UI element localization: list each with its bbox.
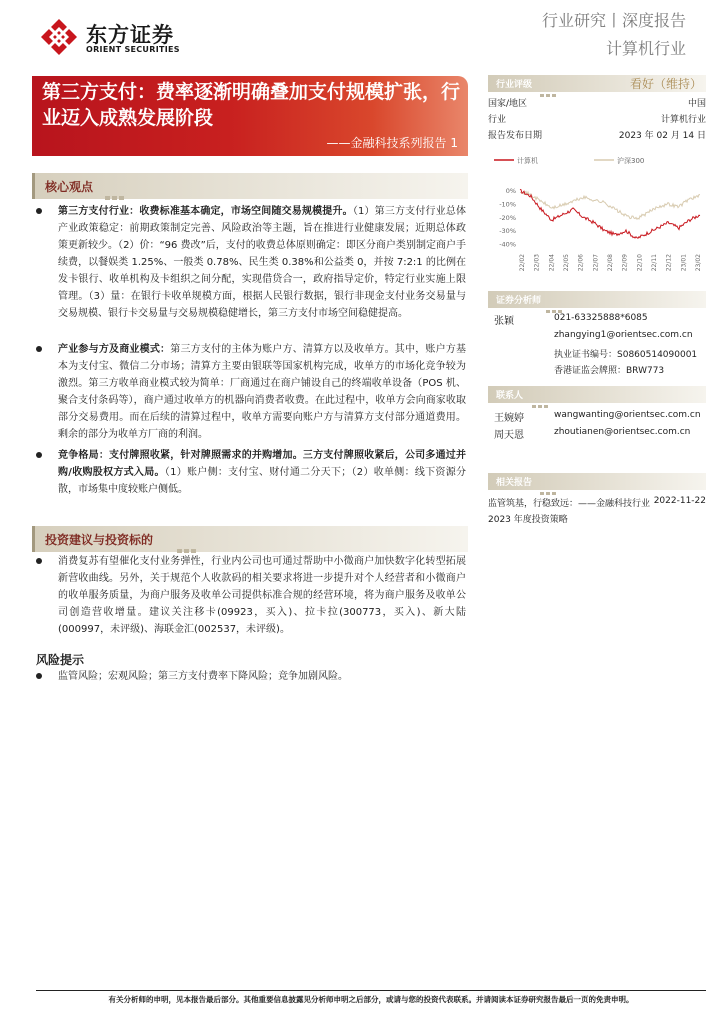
company-logo [40, 18, 200, 58]
x-tick-label: 22/12 [665, 254, 673, 272]
footer-disclaimer: 有关分析师的申明，见本报告最后部分。其他重要信息披露见分析师申明之后部分，或请与您的投资代表联系。并请阅读本证券研究报告最后一页的免责申明。 [108, 995, 634, 1004]
x-tick-label: 23/02 [695, 254, 702, 272]
x-tick-label: 22/09 [621, 254, 629, 272]
legend-label-hs300: 沪深300 [617, 157, 645, 165]
analyst-header [488, 291, 706, 308]
core-p3-lead: 竞争格局：支付牌照收紧，针对牌照需求的并购增加。三方支付牌照收紧后，公司多通过并购/收购股权方式入局。 [58, 450, 466, 478]
info-key: 行业 [488, 115, 507, 125]
contact-name-1: 王婉婷 [494, 413, 524, 424]
core-p1-lead: 第三方支付行业：收费标准基本确定，市场空间随交易规模提升。 [58, 206, 353, 217]
section-invest-title: 投资建议与投资标的 [45, 533, 154, 547]
x-tick-label: 22/07 [592, 254, 600, 272]
section-dots-icon [532, 393, 552, 396]
x-tick-label: 22/03 [533, 254, 541, 272]
section-dots-icon [540, 480, 560, 483]
title-banner [32, 76, 468, 156]
y-tick-label: -10% [499, 200, 516, 209]
core-p2-lead: 产业参与方及商业模式： [58, 344, 171, 355]
bullet-icon [36, 346, 42, 352]
industry-name: 计算机行业 [605, 39, 686, 58]
rating-header [488, 75, 706, 92]
contact-email-2[interactable]: zhoutianen@orientsec.com.cn [554, 427, 691, 437]
analyst-label: 证券分析师 [496, 296, 542, 306]
y-tick-label: -20% [499, 213, 516, 222]
logo-text-en: ORIENT SECURITIES [86, 45, 180, 54]
core-p1-body: （1）第三方支付行业总体产业政策稳定：前期政策制定完善、风险政治等主题，旨在推进行业健康发展；近期总体政策更新较少。（2）价：“96 费改”后，支付的收费总体原则确定：即区分商户类别制定商户手续费，以餐娱类 1.25%、一般类 0.78%、民生类 0.38%和公益类 0，并按 7:2:1 的比例在发卡银行、收单机构及卡组织之间分配，实现借贷合一，政府指导定价，特定行业实施上限管理。（3）量：在银行卡收单规模方面，根据人民银行数据，银行非现金支付业务交易量与交易规模、银行卡交易量与交易规模稳健增长，第三方支付市场空间稳健提高。 [58, 206, 466, 319]
info-row-date [488, 126, 706, 142]
contact-label: 联系人 [496, 391, 524, 401]
core-p3-body: （1）账户侧：支付宝、财付通二分天下；（2）收单侧：线下资源分散，市场集中度较账户侧低。 [58, 467, 467, 495]
section-dots-icon [540, 82, 560, 85]
x-tick-label: 22/11 [651, 254, 658, 272]
x-tick-label: 22/02 [519, 254, 526, 272]
contact-header [488, 386, 706, 403]
core-p2-body: 第三方支付的主体为账户方、清算方以及收单方。其中，账户方基本为支付宝、微信二分市场；清算方主要由银联等国家机构完成，收单方的市场化竞争较为激烈。第三方收单商业模式较为简单：厂商通过在商户铺设自己的终端收单设备（POS 机、聚合支付条码等），商户通过收单方的机器向消费者收费。在此过程中，收单方会向商家收取部分交易费用。而在后续的清算过程中，收单方需要向账户方与清算方支付部分通道费用。剩余的部分为收单方厂商的利润。 [58, 344, 467, 440]
analyst-name: 张颖 [494, 316, 514, 327]
x-tick-label: 22/05 [563, 254, 570, 272]
y-tick-label: -30% [499, 227, 516, 236]
analyst-cert: 执业证书编号：S0860514090001 [554, 350, 698, 360]
x-tick-label: 22/04 [548, 254, 556, 272]
section-dots-icon [546, 298, 566, 301]
info-row-region [488, 94, 706, 110]
series-line-computer [520, 189, 700, 238]
info-key: 国家/地区 [488, 99, 528, 109]
contact-name-2: 周天恩 [494, 430, 524, 441]
header-right [542, 10, 686, 60]
contact-email-1[interactable]: wangwanting@orientsec.com.cn [554, 410, 701, 420]
y-tick-label: 0% [505, 187, 516, 196]
analyst-phone: 021-63325888*6085 [554, 313, 648, 323]
legend-label-computer: 计算机 [517, 157, 538, 165]
x-tick-label: 22/08 [607, 254, 614, 272]
x-tick-label: 23/01 [680, 254, 688, 272]
related-label: 相关报告 [496, 478, 533, 488]
info-value: 2023 年 02 月 14 日 [618, 131, 706, 141]
footer-divider [36, 990, 706, 991]
core-paragraph-2 [36, 341, 466, 443]
risk-body: 监管风险；宏观风险；第三方支付费率下降风险；竞争加剧风险。 [58, 671, 348, 682]
info-row-industry [488, 110, 706, 126]
y-tick-label: -40% [499, 240, 516, 249]
performance-chart [484, 152, 706, 278]
info-key: 报告发布日期 [488, 131, 543, 141]
info-value: 计算机行业 [660, 115, 706, 125]
rating-value: 看好（维持） [629, 77, 702, 91]
section-core-title: 核心观点 [45, 180, 94, 194]
invest-body: 消费复苏有望催化支付业务弹性，行业内公司也可通过帮助中小微商户加快数字化转型拓展新营收曲线。另外，关于规范个人收款码的相关要求将进一步提升对个人经营者和小微商户的收单服务质量，为商户服务及收单公司提供标准合规的经营环境，将为商户服务及收单公司创造营收增量。建议关注移卡(09923，买入)、拉卡拉(300773，买入)、新大陆(000997，未评级)、海联金汇(002537，未评级)。 [58, 556, 466, 635]
section-dots-icon [177, 538, 199, 542]
risk-title: 风险提示 [36, 653, 85, 667]
bullet-icon [36, 558, 42, 564]
logo-text-cn: 东方证券 [86, 23, 174, 47]
x-tick-label: 22/10 [636, 254, 644, 272]
section-dots-icon [105, 185, 127, 189]
section-invest-header [32, 526, 468, 552]
analyst-email[interactable]: zhangying1@orientsec.com.cn [554, 330, 693, 340]
core-paragraph-1 [36, 203, 466, 322]
logo-mark-icon [40, 18, 78, 56]
x-tick-label: 22/06 [577, 254, 585, 272]
invest-paragraph [36, 553, 466, 638]
related-report-title[interactable]: 监管筑基，行稳致远：——金融科技行业 [488, 499, 651, 509]
bullet-icon [36, 208, 42, 214]
report-subtitle: ——金融科技系列报告 1 [326, 136, 458, 150]
info-value: 中国 [687, 99, 706, 109]
bullet-icon [36, 673, 42, 679]
related-report-title-cont[interactable]: 2023 年度投资策略 [488, 515, 568, 525]
section-core-header [32, 173, 468, 199]
related-header [488, 473, 706, 490]
core-paragraph-3 [36, 447, 466, 498]
analyst-hk-license: 香港证监会牌照：BRW773 [554, 366, 665, 376]
report-title: 第三方支付：费率逐渐明确叠加支付规模扩张，行业迈入成熟发展阶段 [42, 81, 461, 129]
report-type: 行业研究丨深度报告 [541, 11, 686, 30]
rating-label: 行业评级 [496, 80, 533, 90]
risk-paragraph [36, 668, 466, 685]
bullet-icon [36, 452, 42, 458]
related-report-date: 2022-11-22 [653, 496, 706, 506]
